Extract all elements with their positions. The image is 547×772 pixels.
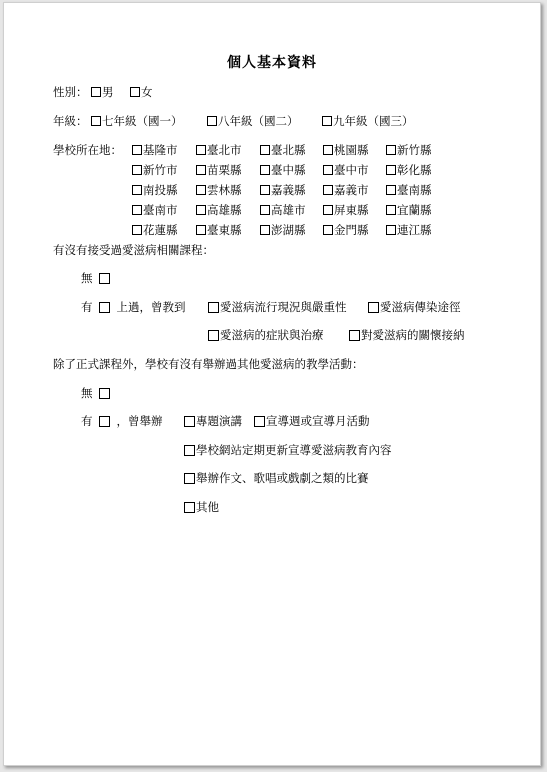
checkbox-icon[interactable] xyxy=(386,185,396,195)
checkbox-icon[interactable] xyxy=(323,165,333,175)
checkbox-icon[interactable] xyxy=(91,87,101,97)
checkbox-icon[interactable] xyxy=(99,388,110,399)
school-option[interactable]: 金門縣 xyxy=(323,223,369,237)
checkbox-icon[interactable] xyxy=(254,416,265,427)
school-option[interactable]: 臺北市 xyxy=(196,143,242,157)
q2-option-no[interactable]: 無 xyxy=(81,386,111,400)
school-option[interactable]: 屏東縣 xyxy=(323,203,369,217)
checkbox-icon[interactable] xyxy=(208,302,219,313)
checkbox-icon[interactable] xyxy=(132,225,142,235)
school-option[interactable]: 新竹縣 xyxy=(386,143,432,157)
school-option[interactable]: 南投縣 xyxy=(132,183,178,197)
school-option[interactable]: 高雄縣 xyxy=(196,203,242,217)
school-option[interactable]: 花蓮縣 xyxy=(132,223,178,237)
checkbox-icon[interactable] xyxy=(184,502,195,513)
school-option[interactable]: 基隆市 xyxy=(132,143,178,157)
school-option[interactable]: 臺中市 xyxy=(323,163,369,177)
checkbox-icon[interactable] xyxy=(130,87,140,97)
q2-activity-option[interactable]: 宣導週或宣導月活動 xyxy=(254,414,370,428)
school-option[interactable]: 高雄市 xyxy=(260,203,306,217)
q2-activity-option[interactable]: 專題演講 xyxy=(184,414,242,428)
checkbox-icon[interactable] xyxy=(260,205,270,215)
checkbox-icon[interactable] xyxy=(260,145,270,155)
checkbox-icon[interactable] xyxy=(323,185,333,195)
school-option[interactable]: 澎湖縣 xyxy=(260,223,306,237)
checkbox-icon[interactable] xyxy=(323,225,333,235)
checkbox-icon[interactable] xyxy=(207,116,217,126)
grade-option-8[interactable]: 八年級（國二） xyxy=(207,114,299,128)
q1-topic-option[interactable]: 愛滋病流行現況與嚴重性 xyxy=(208,300,347,314)
school-option[interactable]: 臺南縣 xyxy=(386,183,432,197)
checkbox-icon[interactable] xyxy=(132,165,142,175)
checkbox-icon[interactable] xyxy=(196,205,206,215)
q1-topic-option[interactable]: 愛滋病傳染途徑 xyxy=(368,300,461,314)
grade-label: 年級： xyxy=(53,114,88,128)
school-option[interactable]: 桃園縣 xyxy=(323,143,369,157)
school-option[interactable]: 連江縣 xyxy=(386,223,432,237)
q1-topic-option[interactable]: 愛滋病的症狀與治療 xyxy=(208,328,324,342)
checkbox-icon[interactable] xyxy=(386,165,396,175)
gender-option-male[interactable]: 男 xyxy=(91,85,114,99)
checkbox-icon[interactable] xyxy=(99,273,110,284)
checkbox-icon[interactable] xyxy=(184,445,195,456)
document-page xyxy=(3,2,541,766)
school-option[interactable]: 臺中縣 xyxy=(260,163,306,177)
school-option[interactable]: 彰化縣 xyxy=(386,163,432,177)
checkbox-icon[interactable] xyxy=(132,145,142,155)
checkbox-icon[interactable] xyxy=(386,225,396,235)
school-location-label: 學校所在地： xyxy=(53,143,122,157)
checkbox-icon[interactable] xyxy=(323,145,333,155)
q2-activity-option[interactable]: 學校網站定期更新宣導愛滋病教育內容 xyxy=(184,443,392,457)
school-option[interactable]: 宜蘭縣 xyxy=(386,203,432,217)
q2-question: 除了正式課程外，學校有沒有舉辦過其他愛滋病的教學活動： xyxy=(53,357,364,371)
checkbox-icon[interactable] xyxy=(196,165,206,175)
checkbox-icon[interactable] xyxy=(368,302,379,313)
checkbox-icon[interactable] xyxy=(323,205,333,215)
gender-label: 性別： xyxy=(53,85,88,99)
page-title: 個人基本資料 xyxy=(227,55,317,71)
school-option[interactable]: 苗栗縣 xyxy=(196,163,242,177)
q2-activity-option[interactable]: 其他 xyxy=(184,500,219,514)
school-option[interactable]: 臺北縣 xyxy=(260,143,306,157)
checkbox-icon[interactable] xyxy=(196,225,206,235)
grade-option-7[interactable]: 七年級（國一） xyxy=(91,114,183,128)
checkbox-icon[interactable] xyxy=(386,145,396,155)
school-option[interactable]: 雲林縣 xyxy=(196,183,242,197)
checkbox-icon[interactable] xyxy=(196,145,206,155)
checkbox-icon[interactable] xyxy=(349,330,360,341)
school-option[interactable]: 臺東縣 xyxy=(196,223,242,237)
checkbox-icon[interactable] xyxy=(196,185,206,195)
q1-option-no[interactable]: 無 xyxy=(81,271,111,285)
school-option[interactable]: 新竹市 xyxy=(132,163,178,177)
checkbox-icon[interactable] xyxy=(260,225,270,235)
q1-topic-option[interactable]: 對愛滋病的關懷接納 xyxy=(349,328,465,342)
checkbox-icon[interactable] xyxy=(322,116,332,126)
q2-option-yes[interactable]: 有 ，曾舉辦 xyxy=(81,414,163,428)
gender-option-female[interactable]: 女 xyxy=(130,85,153,99)
checkbox-icon[interactable] xyxy=(260,165,270,175)
checkbox-icon[interactable] xyxy=(132,205,142,215)
school-option[interactable]: 嘉義縣 xyxy=(260,183,306,197)
q1-option-yes[interactable]: 有 上過，曾教到 xyxy=(81,300,186,314)
checkbox-icon[interactable] xyxy=(99,416,110,427)
checkbox-icon[interactable] xyxy=(184,416,195,427)
school-option[interactable]: 嘉義市 xyxy=(323,183,369,197)
q2-activity-option[interactable]: 舉辦作文、歌唱或戲劇之類的比賽 xyxy=(184,471,369,485)
checkbox-icon[interactable] xyxy=(91,116,101,126)
q1-question: 有沒有接受過愛滋病相關課程： xyxy=(53,243,214,257)
checkbox-icon[interactable] xyxy=(386,205,396,215)
school-option[interactable]: 臺南市 xyxy=(132,203,178,217)
checkbox-icon[interactable] xyxy=(208,330,219,341)
grade-option-9[interactable]: 九年級（國三） xyxy=(322,114,414,128)
checkbox-icon[interactable] xyxy=(99,302,110,313)
checkbox-icon[interactable] xyxy=(184,473,195,484)
checkbox-icon[interactable] xyxy=(260,185,270,195)
checkbox-icon[interactable] xyxy=(132,185,142,195)
